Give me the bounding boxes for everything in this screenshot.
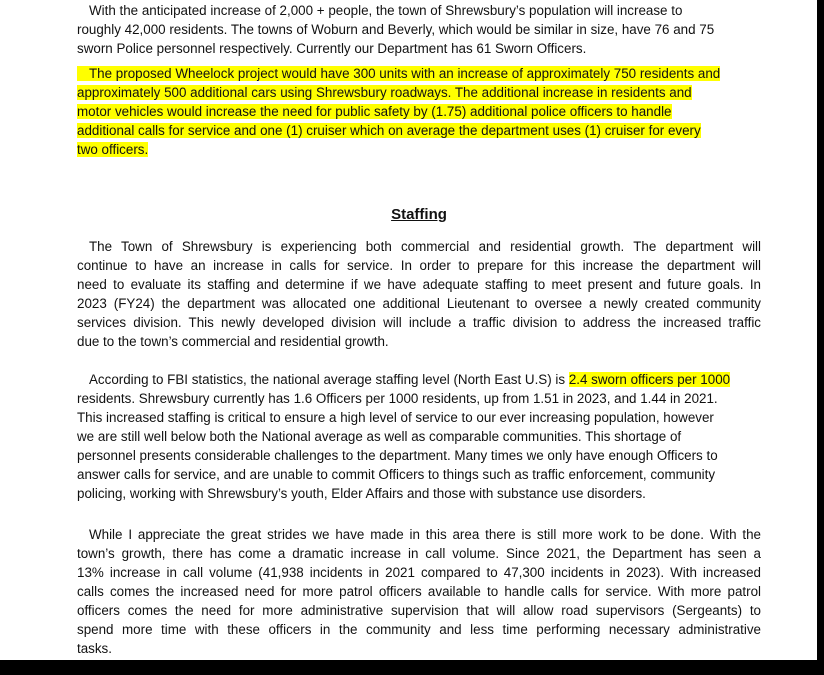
text-line: While I appreciate the great strides we have made in this area there is still more work to be done. With the [89, 527, 761, 542]
text-line: personnel presents considerable challenges to the department. Many times we only have enough Officers to [77, 448, 718, 463]
paragraph-fbi-statistics [77, 370, 761, 503]
text-line: calls comes the increased need for more patrol officers available to handle calls for service. With more patrol [77, 584, 761, 599]
text-line: 2023 (FY24) the department was allocated one additional Lieutenant to oversee a newly created community [77, 296, 761, 311]
text-line: we are still well below both the National average as well as comparable communities. This shortage of [77, 429, 682, 444]
text-line: residents. Shrewsbury currently has 1.6 Officers per 1000 residents, up from 1.51 in 2023, and 1.44 in 2021. [77, 391, 718, 406]
text-line: This increased staffing is critical to ensure a high level of service to our ever increasing population, however [77, 410, 714, 425]
highlighted-text-line: approximately 500 additional cars using Shrewsbury roadways. The additional increase in residents and [77, 85, 692, 100]
text-line: town’s growth, there has come a dramatic increase in call volume. Since 2021, the Department has seen a [77, 546, 761, 561]
text-line [77, 370, 761, 389]
paragraph-wheelock-project [77, 64, 761, 159]
text-line: services division. This newly developed division will include a traffic division to address the increased traffic [77, 315, 761, 330]
text-line: The Town of Shrewsbury is experiencing both commercial and residential growth. The department will [89, 239, 761, 254]
text-line: due to the town’s commercial and residential growth. [77, 334, 389, 349]
text-line: With the anticipated increase of 2,000 + people, the town of Shrewsbury’s population will increase to [89, 3, 683, 18]
text-line: continue to have an increase in calls for service. In order to prepare for this increase the department will [77, 258, 761, 273]
text-line: policing, working with Shrewsbury’s youth, Elder Affairs and those with substance use disorders. [77, 486, 646, 501]
highlighted-text-line: additional calls for service and one (1) cruiser which on average the department uses (1) cruiser for every [77, 123, 701, 138]
paragraph-call-volume [77, 525, 761, 658]
text-line: spend more time with these officers in the community and less time performing necessary administrative [77, 622, 761, 637]
text-line: answer calls for service, and are unable to commit Officers to things such as traffic enforcement, community [77, 467, 716, 482]
text-line: sworn Police personnel respectively. Currently our Department has 61 Sworn Officers. [77, 41, 587, 56]
text-segment: According to FBI statistics, the national average staffing level (North East U.S) is [89, 372, 569, 387]
paragraph-population [77, 1, 761, 58]
highlighted-statistic: 2.4 sworn officers per 1000 [568, 372, 731, 387]
paragraph-town-growth [77, 237, 761, 351]
text-line: 13% increase in call volume (41,938 incidents in 2021 compared to 47,300 incidents in 2023). With increased [77, 565, 761, 580]
section-heading-staffing: Staffing [391, 206, 447, 223]
text-line: roughly 42,000 residents. The towns of Woburn and Beverly, which would be similar in size, have 76 and 75 [77, 22, 715, 37]
text-line: need to evaluate its staffing and determine if we have adequate staffing to meet present and future goals. In [77, 277, 761, 292]
text-line: tasks. [77, 641, 112, 656]
highlighted-text-line: The proposed Wheelock project would have 300 units with an increase of approximately 750 residents and [77, 66, 720, 81]
highlighted-text-line: two officers. [77, 142, 149, 157]
highlighted-text-line: motor vehicles would increase the need for public safety by (1.75) additional police officers to handle [77, 104, 672, 119]
text-line: officers comes the need for more administrative supervision that will allow road supervisors (Sergeants) to [77, 603, 761, 618]
